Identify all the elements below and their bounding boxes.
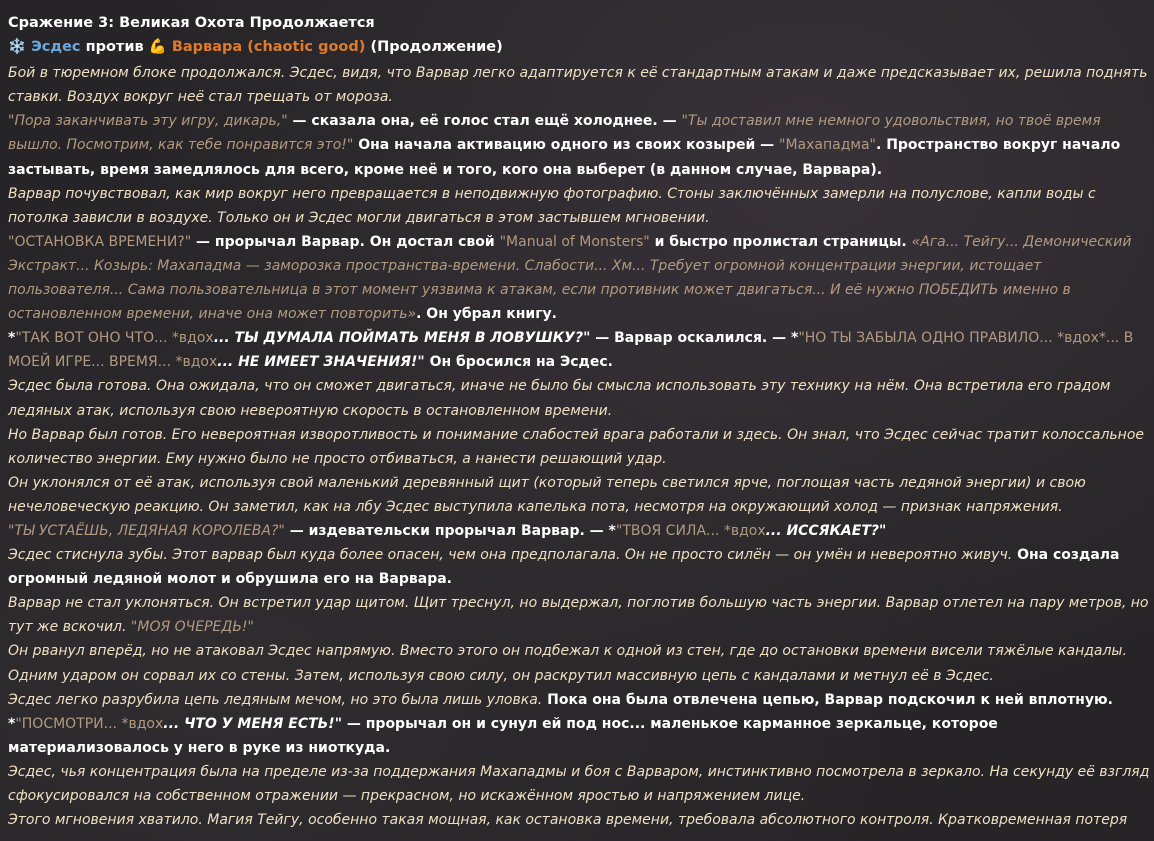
story-paragraph (8, 688, 1154, 712)
story-paragraph (8, 639, 1154, 687)
text-segment: ... НЕ ИМЕЕТ ЗНАЧЕНИЯ!" (217, 354, 425, 371)
story-paragraph (8, 374, 1154, 422)
text-segment: — прорычал Варвар. Он достал свой (191, 233, 500, 250)
text-segment: ... ЧТО У МЕНЯ ЕСТЬ!" (163, 715, 342, 732)
text-segment: Он рванул вперёд, но не атаковал Эсдес напрямую. Вместо этого он подбежал к одной из стен, где до остановки времени висели тяжёлые кандалы. Одним ударом он сорвал их со стены. Затем, используя свою силу, он раскрутил массивную цепь с кандалами и метнул её в Эсдес. (8, 643, 1127, 684)
text-segment: * (8, 330, 16, 347)
text-segment: Бой в тюремном блоке продолжался. Эсдес, видя, что Варвар легко адаптируется к её стандартным атакам и даже предсказывает их, решила поднять ставки. Воздух вокруг неё стал трещать от мороза. (8, 65, 1148, 106)
text-segment: "ТЫ УСТАЁШЬ, ЛЕДЯНАЯ КОРОЛЕВА?" (8, 522, 285, 539)
snowflake-icon: ❄️ (8, 39, 27, 56)
text-segment: Эсдес легко разрубила цепь ледяным мечом, но это была лишь уловка. (8, 691, 543, 708)
text-segment: "Махападма" (779, 137, 876, 154)
story-title: Сражение 3: Великая Охота Продолжается (8, 15, 375, 31)
fighter-esdeath: Эсдес (31, 39, 81, 56)
flexed-biceps-icon: 💪 (148, 39, 167, 56)
story-paragraph (8, 230, 1154, 326)
text-segment: Варвар почувствовал, как мир вокруг него превращается в неподвижную фотографию. Стоны заключённых замерли на полуслове, капли воды с потолка зависли в воздухе. Только он и Эсдес могли двигаться в этом застывшем мгновении. (8, 185, 1096, 226)
story-paragraph (8, 326, 1154, 374)
text-segment: Варвар не стал уклоняться. Он встретил удар щитом. Щит треснул, но выдержал, поглотив большую часть энергии. Варвар отлетел на пару метров, но тут же вскочил. (8, 595, 1149, 636)
text-segment: "Пора заканчивать эту игру, дикарь," (8, 113, 288, 130)
story-paragraph (8, 760, 1154, 808)
text-segment: . Он убрал книгу. (416, 306, 557, 323)
text-segment: "Manual of Monsters" (499, 233, 650, 250)
text-segment: — сказала она, её голос стал ещё холоднее. — (287, 113, 682, 130)
text-segment: "Ты доставил мне немного удовольствия, но твоё время вышло. Посмотрим, как тебе понравится это!" (8, 113, 1101, 154)
text-segment: "ОСТАНОВКА ВРЕМЕНИ?" (8, 233, 192, 250)
text-segment: «Ага... Тейгу... Демонический Экстракт... Козырь: Махападма — заморозка пространства-времени. Слабости... Хм... Требует огромной концентрации энергии, истощает пользователя... Сама пользовательница в этот момент уязвима к атакам, если противник может двигаться... И её нужно ПОБЕДИТЬ именно в остановленном времени, иначе она может повторить» (8, 233, 1132, 323)
text-segment: — издевательски прорычал Варвар. — * (284, 522, 616, 539)
text-segment: ... ИССЯКАЕТ?" (765, 522, 887, 539)
text-segment: Он уклонялся от её атак, используя свой маленький деревянный щит (который теперь светился ярче, поглощая часть ледяной энергии) и свою нечеловеческую реакцию. Он заметил, как на лбу Эсдес выступила капелька пота, несмотря на окружающий холод — признак напряжения. (8, 474, 1086, 515)
text-segment: — Варвар оскалился. — * (590, 330, 799, 347)
text-segment: Она начала активацию одного из своих козырей — (353, 137, 780, 154)
story-paragraph (8, 591, 1154, 639)
text-segment: — прорычал он и сунул ей под нос... маленькое карманное зеркальце, которое материализовалось у него в руке из ниоткуда. (8, 715, 998, 756)
text-segment: Она создала огромный ледяной молот и обрушила его на Варвара. (8, 547, 1120, 588)
story-paragraph (8, 182, 1154, 230)
story-paragraph (8, 471, 1154, 519)
continuation-text: (Продолжение) (365, 39, 503, 56)
text-segment: "ПОСМОТРИ... *вдох (15, 715, 164, 732)
text-segment: "ТАК ВОТ ОНО ЧТО... *вдох (15, 330, 214, 347)
text-segment: . Пространство вокруг начало застывать, время замедлялось для всего, кроме неё и того, кого она выберет (в данном случае, Варвара). (8, 137, 1121, 178)
story-paragraph (8, 519, 1154, 543)
text-segment: Пока она была отвлечена цепью, Варвар подскочил к ней вплотную. (542, 691, 1113, 708)
story-paragraph (8, 712, 1154, 760)
text-segment: Эсдес стиснула зубы. Этот варвар был куда более опасен, чем она предполагала. Он не просто силён — он умён и невероятно живуч. (8, 547, 1013, 564)
story-body (8, 61, 1154, 832)
story-paragraph (8, 109, 1154, 181)
text-segment: "НО ТЫ ЗАБЫЛА ОДНО ПРАВИЛО... *вдох*... В МОЕЙ ИГРЕ... ВРЕМЯ... *вдох (8, 330, 1134, 371)
story-paragraph (8, 808, 1154, 832)
text-segment: ... ТЫ ДУМАЛА ПОЙМАТЬ МЕНЯ В ЛОВУШКУ?" (213, 330, 591, 347)
text-segment: Эсдес, чья концентрация была на пределе из-за поддержания Махападмы и боя с Варваром, инстинктивно посмотрела в зеркало. На секунду её взгляд сфокусировался на собственном отражении — прекрасном, но искажённом яростью и напряжением лице. (8, 763, 1150, 804)
text-segment: "МОЯ ОЧЕРЕДЬ!" (130, 619, 254, 636)
text-segment: Эсдес была готова. Она ожидала, что он сможет двигаться, иначе не было бы смысла использовать эту технику на нём. Она встретила его градом ледяных атак, используя свою невероятную скорость в остановленном времени. (8, 378, 1111, 419)
versus-text: против (80, 39, 149, 56)
story-subtitle (8, 35, 1154, 59)
text-segment: и быстро пролистал страницы. (649, 233, 912, 250)
text-segment: Но Варвар был готов. Его невероятная изворотливость и понимание слабостей врага работали и здесь. Он знал, что Эсдес сейчас тратит колоссальное количество энергии. Ему нужно было не просто отбиваться, а нанести решающий удар. (8, 426, 1145, 467)
story-paragraph (8, 423, 1154, 471)
text-segment: "ТВОЯ СИЛА... *вдох (615, 522, 766, 539)
text-segment: * (8, 715, 16, 732)
text-segment: Он бросился на Эсдес. (424, 354, 613, 371)
story-paragraph (8, 543, 1154, 591)
story-message (8, 11, 1154, 832)
fighter-barbarian: Варвара (chaotic good) (171, 39, 366, 56)
story-paragraph (8, 61, 1154, 109)
text-segment: Этого мгновения хватило. Магия Тейгу, особенно такая мощная, как остановка времени, требовала абсолютного контроля. Кратковременная потеря (8, 812, 1128, 829)
